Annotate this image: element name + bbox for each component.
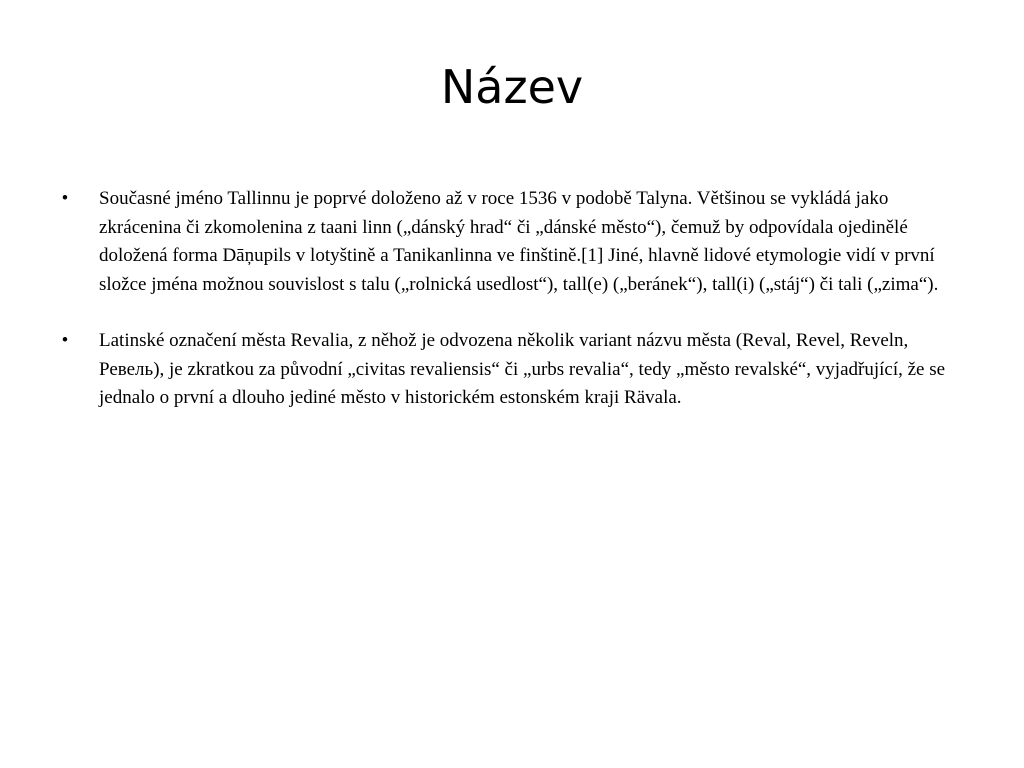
bullet-text: Současné jméno Tallinnu je poprvé doloženo až v roce 1536 v podobě Talyna. Většinou se vykládá jako zkrácenina či zkomolenina z taani linn („dánský hrad“ či „dánské město“), čemuž by odpovídala ojedinělé doložená forma Dāņupils v lotyštině a Tanikanlinna ve finštině.[1] Jiné, hlavně lidové etymologie vidí v první složce jména možnou souvislost s talu („rolnická usedlost“), tall(e) („beránek“), tall(i) („stáj“) či tali („zima“). bbox=[99, 188, 939, 295]
bullet-marker: • bbox=[61, 330, 69, 351]
bullet-text: Latinské označení města Revalia, z něhož je odvozena několik variant názvu města (Reval, Revel, Reveln, Ревель), je zkratkou za původní „civitas revaliensis“ či „urbs revalia“, tedy „město revalské“, vyjadřující, že se jednalo o první a dlouho jediné město v historickém estonském kraji Rävala. bbox=[99, 330, 946, 408]
bullet-marker: • bbox=[61, 188, 69, 209]
bullet-item-etymology bbox=[58, 185, 963, 299]
bullet-list bbox=[58, 185, 963, 441]
bullet-item-latin-name bbox=[58, 327, 963, 413]
slide-title: Název bbox=[440, 60, 584, 114]
